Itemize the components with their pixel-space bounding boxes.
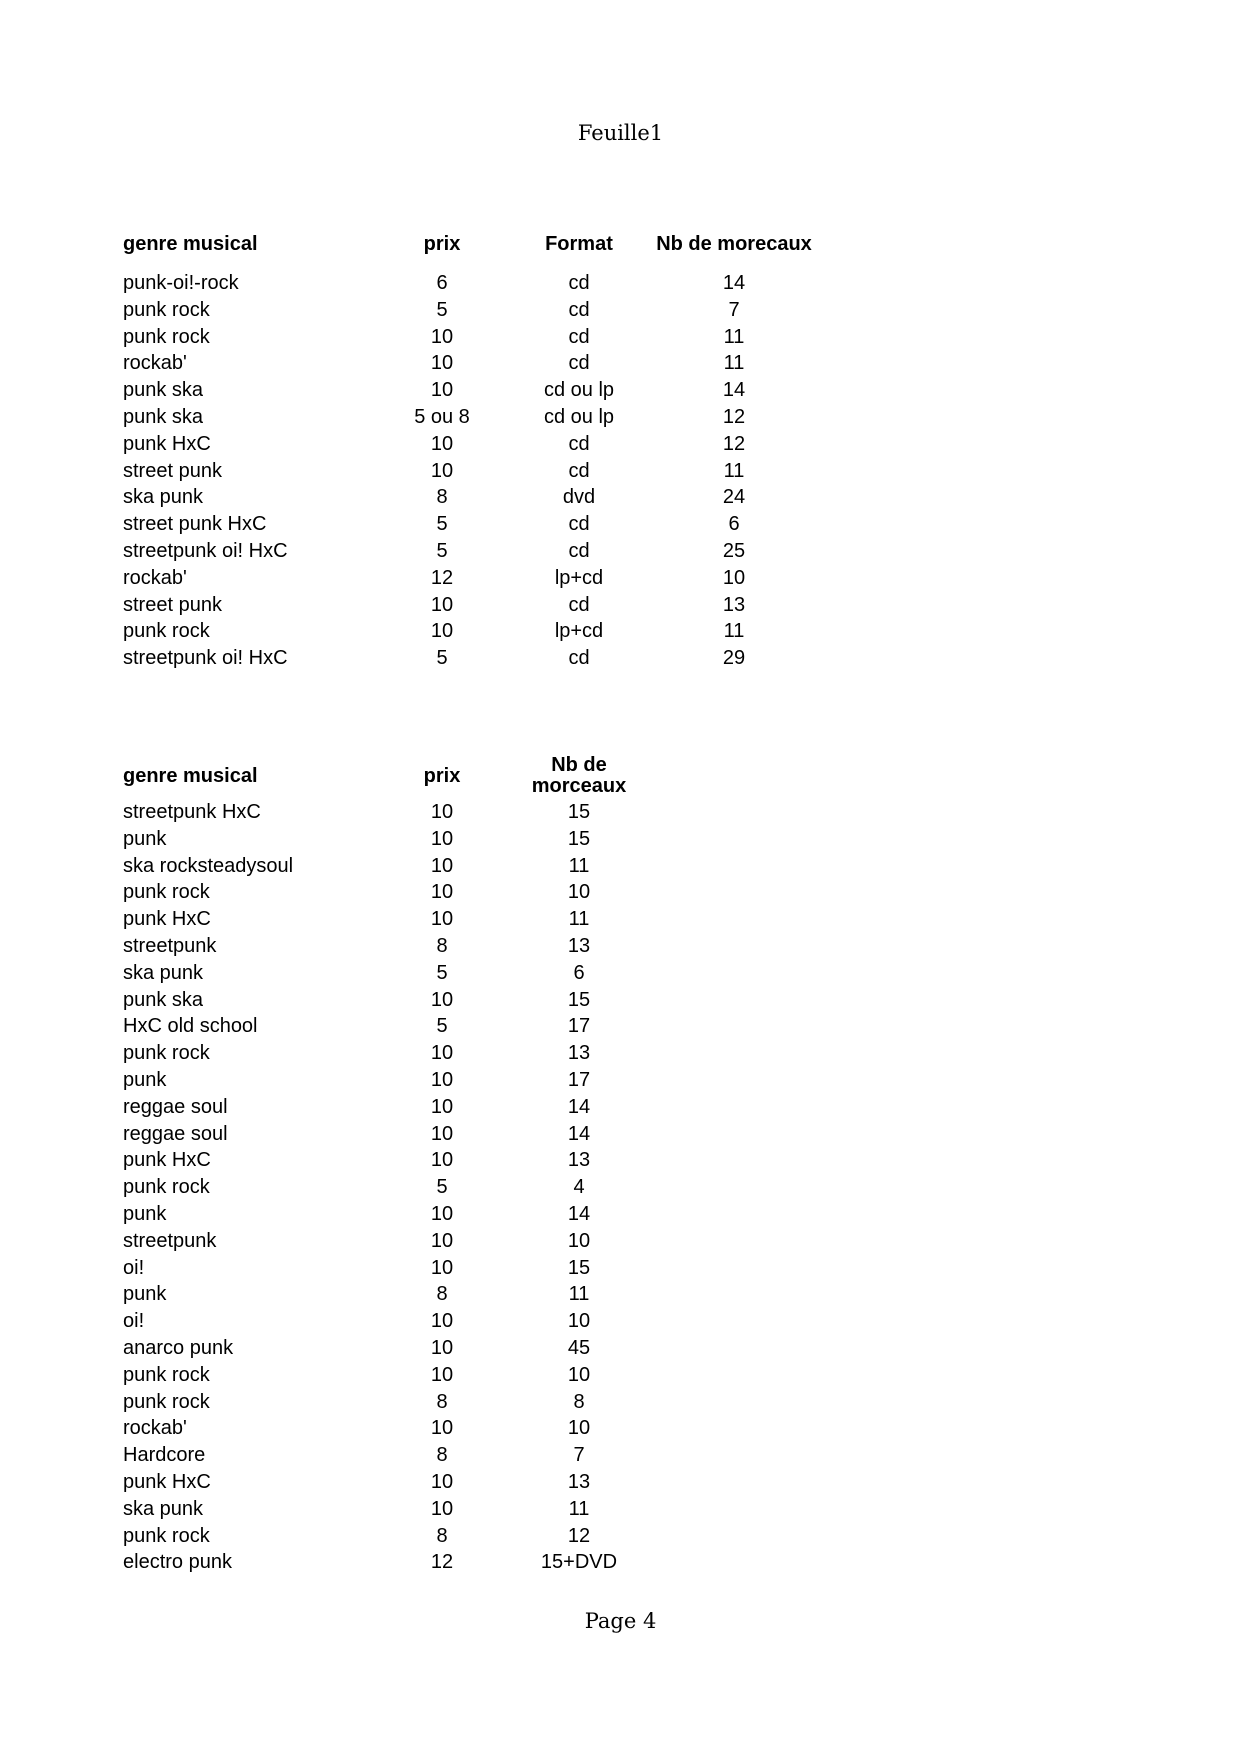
header-price: prix [423, 764, 461, 787]
cell-price: 10 [430, 352, 454, 375]
cell-genre: street punk [123, 459, 222, 482]
cell-format: cd [568, 272, 590, 294]
cell-price: 10 [430, 1042, 454, 1065]
cell-price: 8 [436, 1390, 448, 1413]
table-row [123, 270, 835, 297]
cell-price: 10 [430, 1095, 454, 1118]
cell-genre: punk rock [123, 1363, 210, 1386]
cell-price: 10 [430, 1336, 454, 1359]
cell-genre: punk HxC [123, 1149, 211, 1172]
table-row [123, 1335, 633, 1362]
cell-genre: electro punk [123, 1551, 232, 1574]
cell-format: cd ou lp [543, 379, 615, 402]
cell-genre: punk rock [123, 325, 210, 348]
cell-track-count: 6 [573, 961, 585, 984]
albums-table [123, 755, 633, 1576]
table-row [123, 511, 835, 538]
cell-genre: reggae soul [123, 1122, 228, 1145]
cell-track-count: 15 [567, 1256, 591, 1279]
cell-track-count: 45 [567, 1336, 591, 1359]
header-genre: genre musical [123, 764, 258, 787]
table-row [123, 1094, 633, 1121]
cell-track-count: 13 [567, 934, 591, 957]
cell-track-count: 14 [567, 1122, 591, 1145]
cell-track-count: 13 [567, 1470, 591, 1493]
spacer-row [123, 258, 835, 270]
cell-genre: punk [123, 1202, 167, 1225]
cell-price: 8 [436, 1283, 448, 1306]
cell-track-count: 10 [567, 881, 591, 904]
cell-track-count: 14 [567, 1202, 591, 1225]
cell-genre: reggae soul [123, 1095, 228, 1118]
cell-price: 10 [430, 1497, 454, 1520]
cell-format: dvd [562, 486, 596, 509]
table-row [123, 799, 633, 826]
cell-price: 10 [430, 620, 454, 643]
table-row [123, 1308, 633, 1335]
table-row [123, 645, 835, 672]
sheet-title: Feuille1 [577, 121, 664, 145]
cell-genre: rockab' [123, 352, 187, 375]
cell-price: 10 [430, 379, 454, 402]
table-row [123, 906, 633, 933]
table-row [123, 1040, 633, 1067]
cell-genre: streetpunk [123, 1229, 217, 1252]
header-genre: genre musical [123, 232, 258, 255]
cell-price: 10 [430, 1202, 454, 1225]
table-row [123, 1389, 633, 1416]
cell-price: 10 [430, 593, 454, 616]
albums-table-with-format [123, 230, 835, 672]
table-row [123, 1415, 633, 1442]
cell-track-count: 10 [722, 566, 746, 589]
table-row [123, 1442, 633, 1469]
cell-track-count: 4 [573, 1176, 585, 1199]
cell-track-count: 17 [567, 1015, 591, 1038]
table-row [123, 404, 835, 431]
cell-genre: street punk HxC [123, 513, 267, 536]
cell-genre: streetpunk [123, 934, 217, 957]
cell-track-count: 10 [567, 1417, 591, 1440]
cell-genre: oi! [123, 1256, 145, 1279]
header-track-count-line2: morceaux [531, 775, 627, 797]
cell-price: 8 [436, 934, 448, 957]
cell-genre: HxC old school [123, 1015, 258, 1038]
cell-genre: punk-oi!-rock [123, 272, 239, 294]
cell-track-count: 14 [722, 272, 746, 294]
table-row [123, 879, 633, 906]
cell-track-count: 13 [722, 593, 746, 616]
cell-track-count: 12 [722, 432, 746, 455]
cell-track-count: 11 [723, 325, 745, 348]
cell-genre: streetpunk oi! HxC [123, 539, 288, 562]
cell-genre: rockab' [123, 1417, 187, 1440]
cell-format: lp+cd [554, 620, 604, 643]
cell-price: 5 [436, 513, 448, 536]
table-row [123, 565, 835, 592]
cell-genre: rockab' [123, 566, 187, 589]
cell-format: cd [568, 459, 590, 482]
table-row [123, 987, 633, 1014]
cell-track-count: 11 [568, 854, 590, 877]
cell-price: 10 [430, 1417, 454, 1440]
table-row [123, 1147, 633, 1174]
cell-price: 8 [436, 486, 448, 509]
cell-track-count: 11 [568, 908, 590, 931]
cell-format: cd [568, 539, 590, 562]
cell-price: 5 [436, 1015, 448, 1038]
cell-price: 10 [430, 988, 454, 1011]
cell-track-count: 6 [728, 513, 740, 536]
cell-price: 10 [430, 325, 454, 348]
cell-price: 10 [430, 432, 454, 455]
table-row [123, 431, 835, 458]
cell-price: 8 [436, 1444, 448, 1467]
cell-genre: punk rock [123, 1042, 210, 1065]
cell-track-count: 14 [567, 1095, 591, 1118]
cell-genre: punk rock [123, 881, 210, 904]
cell-track-count: 10 [567, 1363, 591, 1386]
table-row [123, 1255, 633, 1282]
cell-track-count: 7 [573, 1444, 585, 1467]
cell-price: 10 [430, 881, 454, 904]
cell-genre: street punk [123, 593, 222, 616]
table-row [123, 377, 835, 404]
cell-price: 10 [430, 459, 454, 482]
cell-track-count: 11 [723, 352, 745, 375]
cell-track-count: 12 [722, 405, 746, 428]
cell-price: 5 [436, 647, 448, 670]
cell-genre: punk HxC [123, 908, 211, 931]
cell-price: 10 [430, 1256, 454, 1279]
cell-genre: punk rock [123, 1390, 210, 1413]
table-row [123, 458, 835, 485]
cell-track-count: 29 [722, 647, 746, 670]
cell-genre: ska punk [123, 486, 204, 509]
cell-track-count: 24 [722, 486, 746, 509]
header-track-count: Nb de morecaux [656, 232, 812, 255]
table-row [123, 1362, 633, 1389]
cell-price: 10 [430, 908, 454, 931]
cell-price: 10 [430, 854, 454, 877]
cell-track-count: 11 [723, 620, 745, 643]
header-track-count-line1: Nb de [551, 754, 607, 776]
cell-genre: Hardcore [123, 1444, 206, 1467]
cell-genre: streetpunk oi! HxC [123, 647, 288, 670]
cell-genre: punk rock [123, 1176, 210, 1199]
cell-genre: streetpunk HxC [123, 801, 261, 823]
cell-format: cd [568, 593, 590, 616]
cell-genre: oi! [123, 1310, 145, 1333]
cell-price: 10 [430, 1122, 454, 1145]
table-row [123, 826, 633, 853]
cell-price: 5 ou 8 [414, 405, 470, 428]
table-row [123, 1121, 633, 1148]
cell-genre: punk rock [123, 1524, 210, 1547]
cell-format: cd [568, 298, 590, 321]
table-row [123, 1174, 633, 1201]
header-track-count [525, 755, 633, 799]
cell-track-count: 15+DVD [540, 1551, 618, 1574]
table-row [123, 1469, 633, 1496]
cell-price: 10 [430, 1229, 454, 1252]
cell-track-count: 13 [567, 1042, 591, 1065]
cell-track-count: 12 [567, 1524, 591, 1547]
table-row [123, 350, 835, 377]
cell-format: cd [568, 513, 590, 536]
table-row [123, 592, 835, 619]
cell-format: cd [568, 647, 590, 670]
cell-genre: punk ska [123, 405, 204, 428]
cell-genre: punk ska [123, 379, 204, 402]
table-row [123, 960, 633, 987]
cell-format: cd [568, 352, 590, 375]
cell-track-count: 7 [728, 298, 740, 321]
cell-genre: punk HxC [123, 1470, 211, 1493]
cell-genre: punk HxC [123, 432, 211, 455]
table-row [123, 1496, 633, 1523]
table-row [123, 1201, 633, 1228]
table-row [123, 618, 835, 645]
page-number: Page 4 [584, 1609, 657, 1633]
cell-genre: anarco punk [123, 1336, 234, 1359]
cell-track-count: 11 [568, 1497, 590, 1520]
table-row [123, 1523, 633, 1550]
cell-genre: ska punk [123, 961, 204, 984]
cell-track-count: 10 [567, 1310, 591, 1333]
header-price: prix [423, 232, 461, 255]
cell-genre: ska rocksteadysoul [123, 854, 294, 877]
table-header-row [123, 755, 633, 799]
cell-track-count: 8 [573, 1390, 585, 1413]
cell-genre: punk [123, 1068, 167, 1091]
table-header-row [123, 230, 835, 258]
cell-track-count: 15 [567, 801, 591, 823]
table-row [123, 853, 633, 880]
cell-price: 12 [430, 1551, 454, 1574]
cell-genre: punk [123, 1283, 167, 1306]
cell-price: 5 [436, 1176, 448, 1199]
cell-price: 10 [430, 1149, 454, 1172]
cell-track-count: 10 [567, 1229, 591, 1252]
table-row [123, 1228, 633, 1255]
cell-price: 10 [430, 1363, 454, 1386]
cell-track-count: 14 [722, 379, 746, 402]
cell-price: 6 [436, 272, 448, 294]
table-row [123, 538, 835, 565]
table-row [123, 1549, 633, 1576]
header-format: Format [545, 232, 613, 255]
cell-price: 10 [430, 801, 454, 823]
cell-format: cd ou lp [543, 405, 615, 428]
cell-price: 5 [436, 961, 448, 984]
cell-price: 10 [430, 827, 454, 850]
cell-price: 10 [430, 1470, 454, 1493]
cell-track-count: 11 [568, 1283, 590, 1306]
cell-track-count: 15 [567, 827, 591, 850]
table-row [123, 1013, 633, 1040]
cell-genre: punk ska [123, 988, 204, 1011]
table-row [123, 324, 835, 351]
cell-price: 12 [430, 566, 454, 589]
cell-price: 10 [430, 1068, 454, 1091]
cell-price: 5 [436, 539, 448, 562]
cell-genre: ska punk [123, 1497, 204, 1520]
cell-track-count: 25 [722, 539, 746, 562]
cell-format: cd [568, 325, 590, 348]
cell-format: cd [568, 432, 590, 455]
cell-price: 10 [430, 1310, 454, 1333]
cell-genre: punk rock [123, 298, 210, 321]
cell-format: lp+cd [554, 566, 604, 589]
cell-track-count: 15 [567, 988, 591, 1011]
cell-price: 8 [436, 1524, 448, 1547]
table-row [123, 484, 835, 511]
table-row [123, 933, 633, 960]
table-row [123, 297, 835, 324]
table-row [123, 1067, 633, 1094]
cell-track-count: 17 [567, 1068, 591, 1091]
cell-genre: punk rock [123, 620, 210, 643]
cell-price: 5 [436, 298, 448, 321]
cell-track-count: 11 [723, 459, 745, 482]
cell-track-count: 13 [567, 1149, 591, 1172]
table-row [123, 1281, 633, 1308]
cell-genre: punk [123, 827, 167, 850]
